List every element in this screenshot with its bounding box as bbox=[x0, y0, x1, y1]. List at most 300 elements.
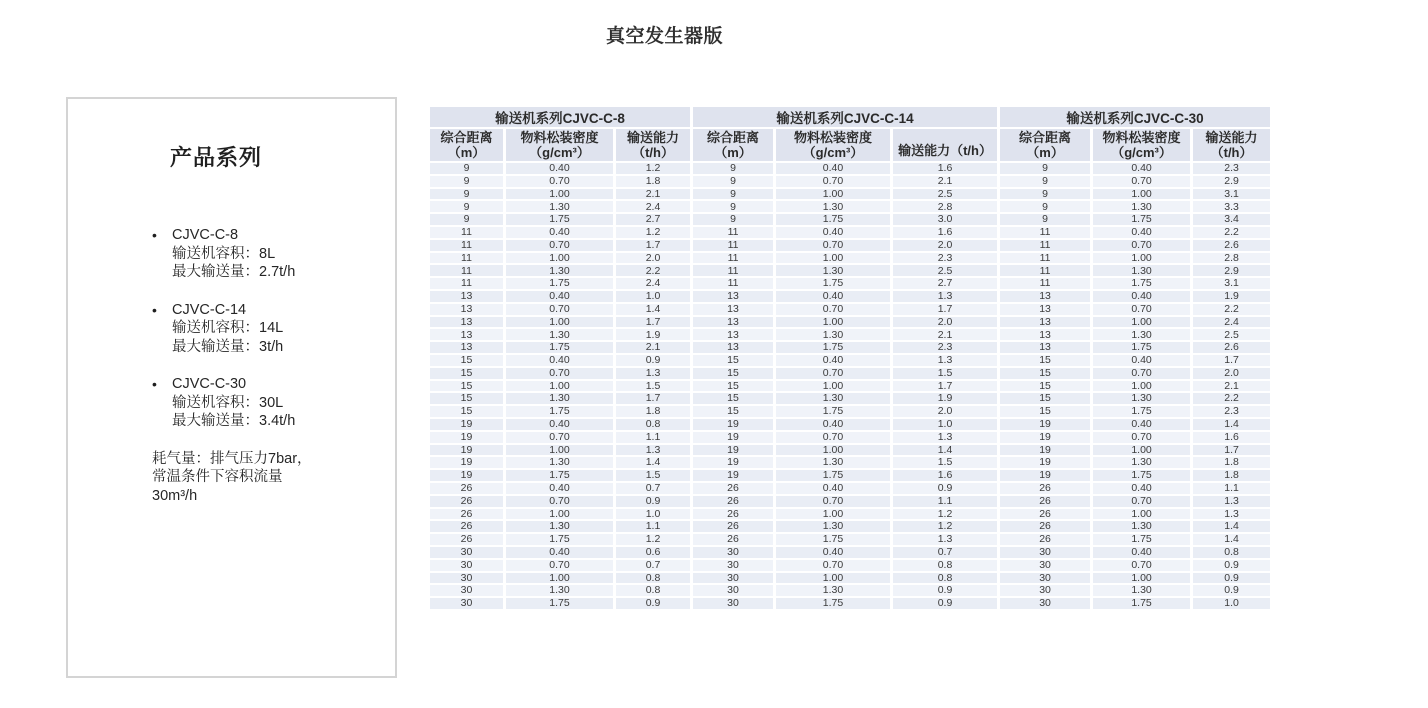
table-cell: 2.2 bbox=[1192, 226, 1272, 239]
table-cell: 19 bbox=[429, 456, 505, 469]
table-cell: 19 bbox=[429, 418, 505, 431]
column-header: 输送能力 （t/h） bbox=[615, 128, 692, 162]
table-cell: 1.4 bbox=[1192, 418, 1272, 431]
table-cell: 9 bbox=[692, 213, 775, 226]
table-row bbox=[429, 431, 1272, 444]
table-cell: 1.0 bbox=[892, 418, 999, 431]
table-cell: 26 bbox=[999, 520, 1092, 533]
table-cell: 0.70 bbox=[505, 303, 615, 316]
table-cell: 1.8 bbox=[1192, 456, 1272, 469]
table-cell: 1.00 bbox=[775, 444, 892, 457]
table-cell: 1.75 bbox=[775, 597, 892, 610]
product-name: CJVC-C-30 bbox=[172, 376, 247, 392]
table-cell: 2.0 bbox=[892, 239, 999, 252]
table-cell: 13 bbox=[999, 303, 1092, 316]
table-cell: 1.75 bbox=[775, 533, 892, 546]
table-cell: 26 bbox=[999, 482, 1092, 495]
table-cell: 1.75 bbox=[775, 469, 892, 482]
column-header: 综合距离 （m） bbox=[429, 128, 505, 162]
table-cell: 15 bbox=[999, 392, 1092, 405]
table-cell: 1.75 bbox=[505, 277, 615, 290]
table-cell: 1.75 bbox=[505, 213, 615, 226]
table-cell: 0.40 bbox=[505, 226, 615, 239]
table-cell: 15 bbox=[999, 380, 1092, 393]
table-cell: 2.8 bbox=[1192, 252, 1272, 265]
table-cell: 1.3 bbox=[892, 533, 999, 546]
table-row bbox=[429, 328, 1272, 341]
table-row bbox=[429, 277, 1272, 290]
table-cell: 15 bbox=[429, 354, 505, 367]
product-list bbox=[152, 226, 395, 431]
table-row bbox=[429, 175, 1272, 188]
table-cell: 11 bbox=[999, 252, 1092, 265]
table-cell: 1.75 bbox=[1092, 277, 1192, 290]
table-cell: 19 bbox=[692, 444, 775, 457]
spec-table bbox=[427, 105, 1273, 611]
table-cell: 0.70 bbox=[775, 303, 892, 316]
bullet-icon: • bbox=[152, 227, 157, 243]
product-series-panel bbox=[66, 97, 397, 678]
table-cell: 0.7 bbox=[892, 546, 999, 559]
table-row bbox=[429, 200, 1272, 213]
table-cell: 2.7 bbox=[615, 213, 692, 226]
table-cell: 1.00 bbox=[775, 252, 892, 265]
table-cell: 1.00 bbox=[505, 508, 615, 521]
table-cell: 3.0 bbox=[892, 213, 999, 226]
table-cell: 1.4 bbox=[892, 444, 999, 457]
table-cell: 1.00 bbox=[1092, 444, 1192, 457]
table-cell: 11 bbox=[692, 252, 775, 265]
table-cell: 1.00 bbox=[1092, 188, 1192, 201]
table-cell: 0.40 bbox=[775, 290, 892, 303]
table-row bbox=[429, 495, 1272, 508]
table-cell: 30 bbox=[429, 597, 505, 610]
table-row bbox=[429, 533, 1272, 546]
table-cell: 1.75 bbox=[1092, 341, 1192, 354]
table-cell: 26 bbox=[429, 520, 505, 533]
table-cell: 0.70 bbox=[775, 367, 892, 380]
table-cell: 19 bbox=[429, 444, 505, 457]
table-cell: 1.5 bbox=[615, 469, 692, 482]
table-cell: 15 bbox=[429, 392, 505, 405]
table-cell: 1.6 bbox=[892, 469, 999, 482]
table-cell: 1.00 bbox=[505, 188, 615, 201]
table-cell: 1.00 bbox=[505, 252, 615, 265]
table-cell: 11 bbox=[429, 277, 505, 290]
note-line: 30m³/h bbox=[152, 487, 198, 504]
table-cell: 0.70 bbox=[505, 367, 615, 380]
table-cell: 13 bbox=[429, 328, 505, 341]
table-cell: 13 bbox=[999, 290, 1092, 303]
product-item bbox=[152, 301, 395, 357]
table-cell: 15 bbox=[692, 392, 775, 405]
table-cell: 0.70 bbox=[1092, 431, 1192, 444]
table-cell: 1.2 bbox=[892, 508, 999, 521]
table-cell: 1.00 bbox=[1092, 508, 1192, 521]
column-header: 输送能力（t/h） bbox=[892, 128, 999, 162]
table-cell: 15 bbox=[692, 354, 775, 367]
table-cell: 13 bbox=[999, 341, 1092, 354]
table-cell: 2.3 bbox=[892, 252, 999, 265]
table-cell: 0.8 bbox=[615, 584, 692, 597]
table-cell: 26 bbox=[999, 533, 1092, 546]
table-cell: 0.70 bbox=[505, 559, 615, 572]
table-cell: 30 bbox=[692, 572, 775, 585]
table-cell: 1.75 bbox=[1092, 213, 1192, 226]
table-cell: 13 bbox=[429, 303, 505, 316]
product-item bbox=[152, 226, 395, 282]
air-consumption-note bbox=[152, 450, 395, 506]
table-cell: 2.9 bbox=[1192, 264, 1272, 277]
table-cell: 9 bbox=[692, 200, 775, 213]
table-cell: 2.1 bbox=[615, 188, 692, 201]
table-cell: 1.75 bbox=[775, 277, 892, 290]
table-cell: 0.9 bbox=[1192, 559, 1272, 572]
section-title: 输送机系列CJVC-C-14 bbox=[692, 106, 999, 128]
table-cell: 1.30 bbox=[505, 584, 615, 597]
table-cell: 0.9 bbox=[1192, 584, 1272, 597]
product-spec-line: 最大输送量：3t/h bbox=[172, 338, 284, 355]
table-row bbox=[429, 380, 1272, 393]
table-cell: 30 bbox=[429, 559, 505, 572]
table-cell: 19 bbox=[692, 431, 775, 444]
table-cell: 26 bbox=[692, 508, 775, 521]
table-cell: 1.30 bbox=[505, 456, 615, 469]
column-header: 物料松装密度 （g/cm³） bbox=[505, 128, 615, 162]
table-cell: 13 bbox=[999, 328, 1092, 341]
table-cell: 2.2 bbox=[1192, 303, 1272, 316]
table-cell: 2.3 bbox=[1192, 162, 1272, 175]
table-cell: 1.7 bbox=[892, 303, 999, 316]
table-row bbox=[429, 418, 1272, 431]
table-cell: 1.30 bbox=[505, 520, 615, 533]
table-cell: 1.3 bbox=[615, 444, 692, 457]
table-cell: 30 bbox=[692, 584, 775, 597]
table-row bbox=[429, 444, 1272, 457]
table-cell: 0.40 bbox=[775, 162, 892, 175]
table-cell: 13 bbox=[692, 290, 775, 303]
column-header: 物料松装密度 （g/cm³） bbox=[775, 128, 892, 162]
table-cell: 19 bbox=[999, 431, 1092, 444]
table-row bbox=[429, 239, 1272, 252]
note-line: 常温条件下容积流量 bbox=[152, 469, 283, 485]
table-cell: 3.1 bbox=[1192, 188, 1272, 201]
table-cell: 1.3 bbox=[615, 367, 692, 380]
table-cell: 30 bbox=[999, 597, 1092, 610]
note-line: 耗气量：排气压力7bar， bbox=[152, 450, 312, 467]
table-cell: 26 bbox=[999, 508, 1092, 521]
table-cell: 30 bbox=[692, 597, 775, 610]
table-cell: 1.0 bbox=[615, 508, 692, 521]
table-cell: 30 bbox=[999, 584, 1092, 597]
table-cell: 0.70 bbox=[775, 495, 892, 508]
table-cell: 19 bbox=[999, 444, 1092, 457]
table-row bbox=[429, 546, 1272, 559]
table-cell: 15 bbox=[692, 405, 775, 418]
table-cell: 9 bbox=[999, 200, 1092, 213]
table-cell: 30 bbox=[429, 584, 505, 597]
table-row bbox=[429, 392, 1272, 405]
table-cell: 0.8 bbox=[892, 559, 999, 572]
table-cell: 26 bbox=[999, 495, 1092, 508]
table-cell: 0.9 bbox=[892, 482, 999, 495]
table-cell: 11 bbox=[999, 277, 1092, 290]
table-cell: 1.3 bbox=[892, 290, 999, 303]
table-row bbox=[429, 559, 1272, 572]
table-cell: 19 bbox=[999, 469, 1092, 482]
table-cell: 0.40 bbox=[1092, 354, 1192, 367]
table-cell: 1.3 bbox=[1192, 508, 1272, 521]
table-row bbox=[429, 456, 1272, 469]
column-header: 综合距离 （m） bbox=[999, 128, 1092, 162]
table-cell: 1.30 bbox=[775, 200, 892, 213]
table-cell: 1.30 bbox=[1092, 328, 1192, 341]
table-cell: 0.8 bbox=[1192, 546, 1272, 559]
table-cell: 1.7 bbox=[615, 239, 692, 252]
table-cell: 2.3 bbox=[1192, 405, 1272, 418]
table-cell: 1.30 bbox=[1092, 520, 1192, 533]
table-cell: 15 bbox=[429, 367, 505, 380]
table-cell: 1.1 bbox=[615, 520, 692, 533]
table-cell: 1.30 bbox=[775, 264, 892, 277]
table-cell: 11 bbox=[692, 277, 775, 290]
table-cell: 2.6 bbox=[1192, 239, 1272, 252]
column-header-row bbox=[429, 128, 1272, 162]
table-cell: 1.9 bbox=[1192, 290, 1272, 303]
table-cell: 0.8 bbox=[892, 572, 999, 585]
table-row bbox=[429, 508, 1272, 521]
table-cell: 15 bbox=[999, 354, 1092, 367]
table-cell: 0.70 bbox=[1092, 367, 1192, 380]
table-cell: 1.3 bbox=[892, 354, 999, 367]
table-cell: 11 bbox=[692, 239, 775, 252]
table-cell: 1.5 bbox=[892, 456, 999, 469]
table-cell: 1.1 bbox=[892, 495, 999, 508]
table-cell: 0.70 bbox=[505, 175, 615, 188]
table-cell: 0.70 bbox=[775, 431, 892, 444]
product-item bbox=[152, 375, 395, 431]
table-cell: 1.0 bbox=[615, 290, 692, 303]
table-cell: 0.40 bbox=[1092, 482, 1192, 495]
table-cell: 1.30 bbox=[775, 520, 892, 533]
table-cell: 2.1 bbox=[892, 175, 999, 188]
table-cell: 0.40 bbox=[505, 354, 615, 367]
product-spec-line: 输送机容积：14L bbox=[172, 320, 284, 336]
table-cell: 1.75 bbox=[775, 341, 892, 354]
table-cell: 1.00 bbox=[775, 316, 892, 329]
table-cell: 1.75 bbox=[775, 213, 892, 226]
table-cell: 13 bbox=[692, 341, 775, 354]
table-cell: 1.4 bbox=[615, 456, 692, 469]
table-cell: 0.6 bbox=[615, 546, 692, 559]
table-cell: 1.30 bbox=[775, 392, 892, 405]
table-cell: 0.70 bbox=[1092, 559, 1192, 572]
table-cell: 15 bbox=[999, 405, 1092, 418]
table-cell: 1.00 bbox=[505, 572, 615, 585]
table-cell: 1.75 bbox=[1092, 469, 1192, 482]
product-spec-line: 最大输送量：2.7t/h bbox=[172, 264, 296, 280]
table-cell: 1.30 bbox=[1092, 456, 1192, 469]
table-cell: 1.30 bbox=[505, 392, 615, 405]
table-cell: 3.1 bbox=[1192, 277, 1272, 290]
column-header: 输送能力 （t/h） bbox=[1192, 128, 1272, 162]
table-cell: 26 bbox=[429, 533, 505, 546]
table-cell: 1.75 bbox=[505, 405, 615, 418]
table-cell: 19 bbox=[692, 456, 775, 469]
table-cell: 0.40 bbox=[505, 546, 615, 559]
table-cell: 13 bbox=[692, 328, 775, 341]
table-cell: 1.2 bbox=[615, 533, 692, 546]
table-cell: 0.8 bbox=[615, 572, 692, 585]
table-cell: 0.9 bbox=[892, 597, 999, 610]
table-cell: 1.30 bbox=[1092, 264, 1192, 277]
table-row bbox=[429, 597, 1272, 610]
table-row bbox=[429, 405, 1272, 418]
table-cell: 30 bbox=[692, 559, 775, 572]
table-cell: 2.8 bbox=[892, 200, 999, 213]
column-header: 综合距离 （m） bbox=[692, 128, 775, 162]
table-cell: 15 bbox=[692, 367, 775, 380]
table-cell: 9 bbox=[429, 162, 505, 175]
table-cell: 1.00 bbox=[775, 188, 892, 201]
table-cell: 30 bbox=[429, 572, 505, 585]
table-cell: 2.2 bbox=[615, 264, 692, 277]
table-cell: 9 bbox=[999, 162, 1092, 175]
table-cell: 2.3 bbox=[892, 341, 999, 354]
table-cell: 1.00 bbox=[775, 572, 892, 585]
table-cell: 2.9 bbox=[1192, 175, 1272, 188]
table-cell: 1.4 bbox=[1192, 520, 1272, 533]
table-cell: 0.40 bbox=[1092, 290, 1192, 303]
table-cell: 1.1 bbox=[1192, 482, 1272, 495]
table-cell: 0.70 bbox=[1092, 175, 1192, 188]
table-cell: 15 bbox=[429, 380, 505, 393]
table-row bbox=[429, 354, 1272, 367]
table-cell: 1.75 bbox=[505, 533, 615, 546]
table-cell: 1.30 bbox=[505, 200, 615, 213]
table-cell: 11 bbox=[429, 226, 505, 239]
table-cell: 1.5 bbox=[892, 367, 999, 380]
product-name: CJVC-C-14 bbox=[172, 301, 247, 318]
table-cell: 26 bbox=[429, 495, 505, 508]
section-title: 输送机系列CJVC-C-8 bbox=[429, 106, 692, 128]
table-cell: 1.3 bbox=[1192, 495, 1272, 508]
table-cell: 1.00 bbox=[1092, 572, 1192, 585]
table-cell: 1.75 bbox=[1092, 597, 1192, 610]
table-cell: 1.6 bbox=[892, 226, 999, 239]
table-cell: 0.40 bbox=[1092, 162, 1192, 175]
table-cell: 0.40 bbox=[775, 418, 892, 431]
table-cell: 0.40 bbox=[1092, 226, 1192, 239]
table-cell: 1.9 bbox=[615, 328, 692, 341]
table-cell: 2.7 bbox=[892, 277, 999, 290]
table-cell: 26 bbox=[692, 520, 775, 533]
table-cell: 1.4 bbox=[1192, 533, 1272, 546]
table-row bbox=[429, 226, 1272, 239]
table-cell: 1.0 bbox=[1192, 597, 1272, 610]
product-name: CJVC-C-8 bbox=[172, 227, 239, 243]
table-cell: 1.30 bbox=[775, 328, 892, 341]
table-row bbox=[429, 252, 1272, 265]
table-cell: 26 bbox=[429, 482, 505, 495]
table-cell: 11 bbox=[999, 264, 1092, 277]
table-cell: 0.70 bbox=[1092, 495, 1192, 508]
table-row bbox=[429, 316, 1272, 329]
table-cell: 2.5 bbox=[892, 264, 999, 277]
table-cell: 0.70 bbox=[505, 239, 615, 252]
table-cell: 1.7 bbox=[615, 392, 692, 405]
table-cell: 2.1 bbox=[1192, 380, 1272, 393]
table-cell: 11 bbox=[429, 239, 505, 252]
table-cell: 13 bbox=[429, 316, 505, 329]
table-cell: 1.30 bbox=[775, 456, 892, 469]
table-cell: 1.2 bbox=[892, 520, 999, 533]
table-cell: 1.00 bbox=[775, 380, 892, 393]
table-cell: 30 bbox=[692, 546, 775, 559]
table-cell: 1.00 bbox=[1092, 252, 1192, 265]
section-title: 输送机系列CJVC-C-30 bbox=[999, 106, 1272, 128]
table-cell: 1.9 bbox=[892, 392, 999, 405]
table-cell: 30 bbox=[999, 572, 1092, 585]
table-cell: 1.30 bbox=[505, 264, 615, 277]
table-row bbox=[429, 264, 1272, 277]
table-cell: 0.9 bbox=[615, 495, 692, 508]
product-spec-line: 输送机容积：30L bbox=[172, 394, 284, 411]
table-cell: 2.4 bbox=[615, 277, 692, 290]
table-cell: 1.00 bbox=[505, 444, 615, 457]
table-cell: 0.70 bbox=[1092, 239, 1192, 252]
table-cell: 9 bbox=[692, 162, 775, 175]
table-cell: 1.7 bbox=[892, 380, 999, 393]
table-cell: 9 bbox=[999, 213, 1092, 226]
table-cell: 19 bbox=[692, 418, 775, 431]
table-body bbox=[429, 162, 1272, 610]
table-cell: 1.6 bbox=[892, 162, 999, 175]
table-cell: 1.75 bbox=[505, 597, 615, 610]
table-cell: 19 bbox=[999, 418, 1092, 431]
bullet-icon: • bbox=[152, 301, 157, 318]
table-cell: 1.1 bbox=[615, 431, 692, 444]
table-cell: 2.6 bbox=[1192, 341, 1272, 354]
table-row bbox=[429, 584, 1272, 597]
table-cell: 0.70 bbox=[505, 495, 615, 508]
table-cell: 1.00 bbox=[505, 316, 615, 329]
table-cell: 1.00 bbox=[1092, 316, 1192, 329]
table-cell: 2.4 bbox=[615, 200, 692, 213]
table-row bbox=[429, 520, 1272, 533]
table-cell: 11 bbox=[999, 226, 1092, 239]
table-cell: 0.40 bbox=[775, 226, 892, 239]
table-cell: 2.2 bbox=[1192, 392, 1272, 405]
table-cell: 19 bbox=[692, 469, 775, 482]
table-cell: 0.40 bbox=[775, 354, 892, 367]
table-cell: 0.70 bbox=[775, 559, 892, 572]
table-cell: 0.40 bbox=[1092, 418, 1192, 431]
table-cell: 1.4 bbox=[615, 303, 692, 316]
table-cell: 26 bbox=[429, 508, 505, 521]
table-cell: 0.9 bbox=[615, 354, 692, 367]
table-row bbox=[429, 303, 1272, 316]
table-cell: 9 bbox=[429, 188, 505, 201]
table-cell: 30 bbox=[999, 546, 1092, 559]
table-cell: 0.40 bbox=[505, 482, 615, 495]
table-cell: 0.7 bbox=[615, 482, 692, 495]
table-cell: 1.30 bbox=[1092, 392, 1192, 405]
table-cell: 2.5 bbox=[1192, 328, 1272, 341]
table-cell: 1.7 bbox=[615, 316, 692, 329]
table-cell: 2.0 bbox=[892, 316, 999, 329]
panel-heading: 产品系列 bbox=[170, 145, 263, 170]
